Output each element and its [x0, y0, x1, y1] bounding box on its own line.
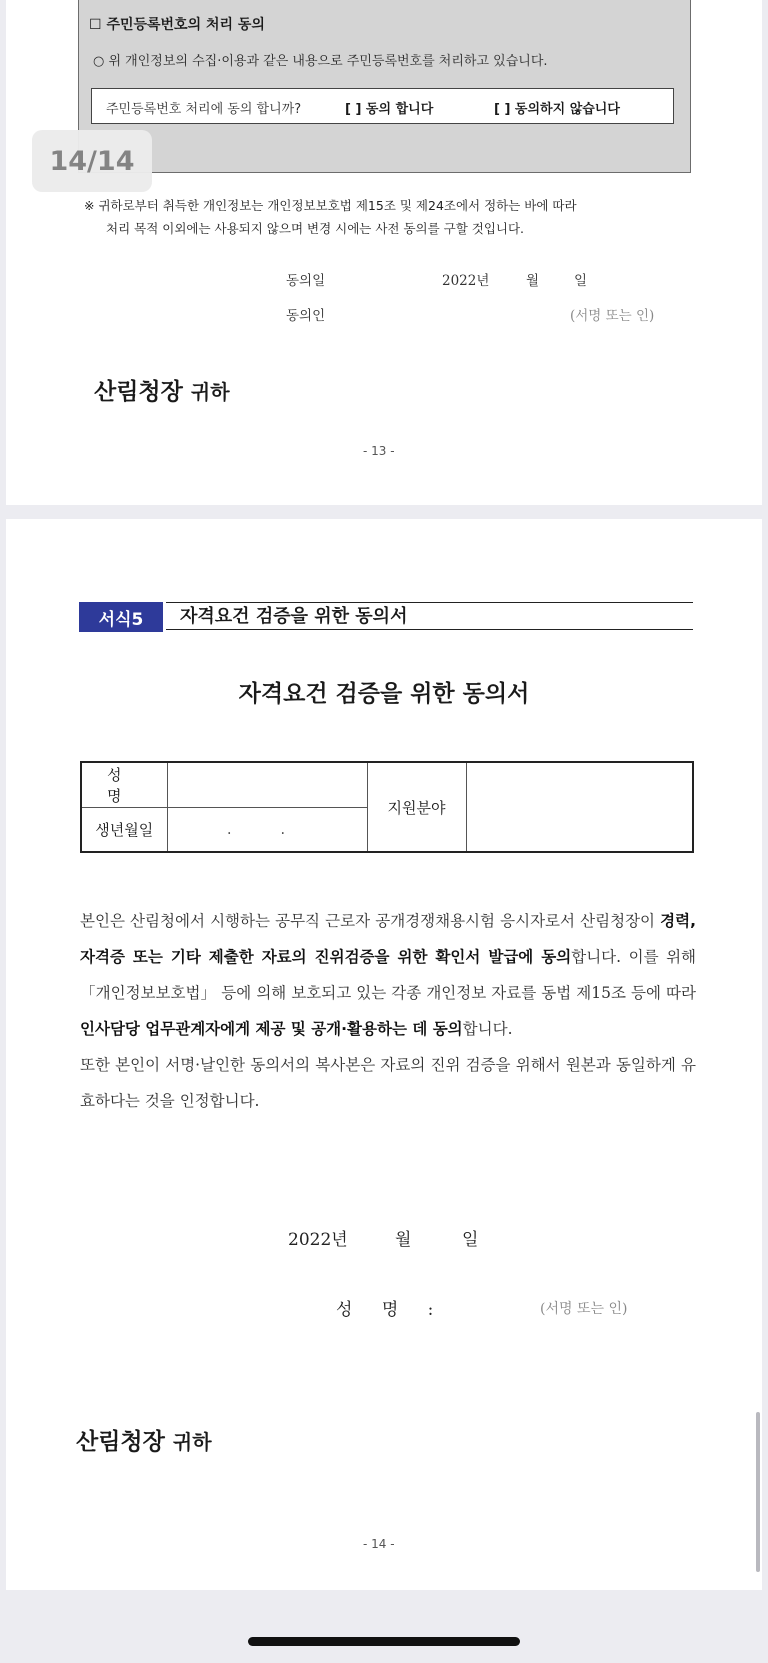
- addressee-main: 산림청장: [94, 379, 183, 405]
- consent-question-row: [91, 88, 674, 124]
- consent-day: 일: [574, 273, 588, 289]
- agree-option[interactable]: [ ] 동의 합니다: [345, 102, 434, 117]
- applicant-info-table: [80, 761, 694, 853]
- page-number: - 13 -: [363, 444, 395, 458]
- consenter-label: 동의인: [286, 308, 326, 324]
- privacy-notice: [84, 194, 577, 240]
- form-number-tag: 서식5: [79, 602, 163, 632]
- page-number: - 14 -: [363, 1537, 395, 1551]
- bold-emphasis-1: 경력, 자격증 또는 기타 제출한 자료의 진위검증을 위한 확인서 발급에 동의: [80, 912, 696, 966]
- page-indicator: 14/14: [32, 130, 152, 192]
- notice-line-1: ※ 귀하로부터 취득한 개인정보는 개인정보보호법 제15조 및 제24조에서 정하는 바에 따라: [84, 198, 577, 213]
- box-description: 위 개인정보의 수집·이용과 같은 내용으로 주민등록번호를 처리하고 있습니다.: [108, 54, 548, 69]
- name-field[interactable]: [167, 762, 367, 807]
- addressee-main: 산림청장: [76, 1429, 165, 1455]
- document-page-14: [6, 519, 762, 1590]
- field-label: 지원분야: [367, 762, 466, 852]
- sign-hint: (서명 또는 인): [570, 308, 655, 324]
- document-title: 자격요건 검증을 위한 동의서: [238, 681, 530, 707]
- birth-label: 생년월일: [81, 807, 167, 852]
- name-label: 성 명: [81, 762, 167, 807]
- document-page-13: [6, 0, 762, 505]
- vertical-scrollbar[interactable]: [756, 1412, 760, 1572]
- addressee-suffix: 귀하: [172, 1430, 212, 1454]
- consent-year: 2022년: [442, 273, 490, 289]
- body-paragraph-1: 본인은 산림청에서 시행하는 공무직 근로자 공개경쟁채용시험 응시자로서 산림청장이 경력, 자격증 또는 기타 제출한 자료의 진위검증을 위한 확인서 발급에 동의합니다. 이를 위해 「개인정보보호법」 등에 의해 보호되고 있는 각종 개인정보 자료를 동법 제15조 등에 따라 인사담당 업무관계자에게 제공 및 공개·활용하는 데 동의합니다.: [80, 912, 697, 1038]
- addressee-suffix: 귀하: [190, 380, 230, 404]
- resident-number-consent-box: [78, 0, 691, 173]
- birth-value: . .: [226, 820, 308, 839]
- consent-question: 주민등록번호 처리에 동의 합니까?: [106, 102, 302, 117]
- consent-body: [80, 903, 696, 1119]
- bold-emphasis-2: 인사담당 업무관계자에게 제공 및 공개·활용하는 데 동의: [80, 1020, 463, 1038]
- field-value[interactable]: [466, 762, 693, 852]
- addressee: [94, 373, 230, 406]
- box-title: 주민등록번호의 처리 동의: [106, 17, 265, 33]
- consent-date-label: 동의일: [286, 273, 326, 289]
- form-heading: 자격요건 검증을 위한 동의서: [166, 602, 693, 630]
- signature-hint: (서명 또는 인): [540, 1301, 628, 1317]
- date-day: 일: [462, 1230, 479, 1250]
- date-month: 월: [395, 1230, 412, 1250]
- circle-bullet-icon: ○: [93, 54, 105, 69]
- date-year: 2022년: [288, 1230, 348, 1250]
- consent-month: 월: [526, 273, 540, 289]
- checkbox-icon: ☐: [89, 17, 102, 33]
- signature-label: 성 명 :: [336, 1300, 446, 1320]
- body-paragraph-2: 또한 본인이 서명·날인한 동의서의 복사본은 자료의 진위 검증을 위해서 원본과 동일하게 유효하다는 것을 인정합니다.: [80, 1056, 696, 1110]
- addressee: [76, 1423, 212, 1456]
- birth-field[interactable]: [167, 807, 367, 852]
- notice-line-2: 처리 목적 이외에는 사용되지 않으며 변경 시에는 사전 동의를 구할 것입니다.: [106, 221, 525, 236]
- home-indicator[interactable]: [248, 1637, 520, 1646]
- disagree-option[interactable]: [ ] 동의하지 않습니다: [494, 102, 620, 117]
